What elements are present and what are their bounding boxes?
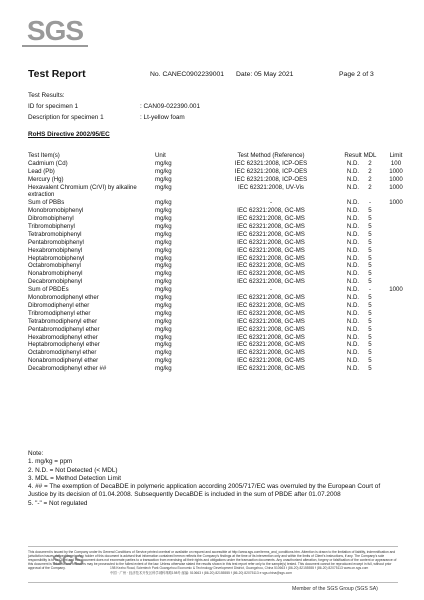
cell-mdl: 2 [368, 175, 372, 183]
cell-unit: mg/kg [155, 294, 172, 302]
column-header-result: Result [344, 152, 362, 159]
cell-unit: mg/kg [155, 238, 172, 246]
cell-test-item: Octabromobiphenyl [28, 262, 81, 270]
cell-unit: mg/kg [155, 167, 172, 175]
cell-result: N.D. [346, 183, 360, 191]
cell-unit: mg/kg [155, 357, 172, 365]
cell-mdl: 5 [368, 207, 372, 215]
cell-result: N.D. [346, 167, 360, 175]
cell-test-item: Pentabromodiphenyl ether [28, 325, 100, 333]
cell-method: - [269, 286, 273, 294]
cell-result: N.D. [346, 317, 360, 325]
cell-mdl: 5 [368, 262, 372, 270]
cell-test-item: Sum of PBBs [28, 199, 65, 207]
cell-result: N.D. [346, 357, 360, 365]
cell-test-item: Decabromodiphenyl ether ## [28, 365, 107, 373]
cell-method: IEC 62321:2008, GC-MS [237, 317, 305, 325]
specimen-id-label: ID for specimen 1 [28, 103, 79, 110]
cell-unit: mg/kg [155, 207, 172, 215]
cell-mdl: 5 [368, 238, 372, 246]
cell-unit: mg/kg [155, 341, 172, 349]
sgs-logo [22, 10, 88, 54]
cell-test-item: Tribromobiphenyl [28, 223, 75, 231]
table-row [28, 349, 398, 357]
cell-method: IEC 62321:2008, GC-MS [237, 365, 305, 373]
cell-unit: mg/kg [155, 317, 172, 325]
column-header-mdl: MDL [363, 152, 377, 159]
cell-unit: mg/kg [155, 333, 172, 341]
cell-method: IEC 62321:2008, GC-MS [237, 254, 305, 262]
cell-result: N.D. [346, 325, 360, 333]
cell-method: IEC 62321:2008, ICP-OES [234, 159, 308, 167]
table-row [28, 183, 403, 200]
report-title: Test Report [28, 68, 86, 80]
column-header-method: Test Method (Reference) [237, 152, 305, 159]
cell-unit: mg/kg [155, 270, 172, 278]
cell-unit: mg/kg [155, 175, 172, 183]
notes-heading: Note: [28, 450, 44, 457]
cell-unit: mg/kg [155, 246, 172, 254]
cell-unit: mg/kg [155, 325, 172, 333]
cell-mdl: 5 [368, 278, 372, 286]
cell-result: N.D. [346, 341, 360, 349]
cell-mdl: 5 [368, 301, 372, 309]
cell-unit: mg/kg [155, 183, 172, 191]
table-row [28, 326, 398, 334]
cell-result: N.D. [346, 207, 360, 215]
cell-test-item: Tribromodiphenyl ether [28, 309, 91, 317]
report-date: Date: 05 May 2021 [236, 71, 294, 78]
table-row [28, 341, 398, 349]
table-row [28, 286, 403, 294]
note-item: 4. ## = The exemption of DecaBDE in polymeric application according 2005/717/EC was overruled by the European Court of Justice by its decision of 01.04.2008. Subsequently DecaBDE is included in the sum of PBDE after 01.07.2008 [28, 483, 381, 499]
table-row [28, 262, 398, 270]
cell-test-item: Monobromobiphenyl [28, 207, 84, 215]
cell-result: N.D. [346, 333, 360, 341]
cell-method: IEC 62321:2008, GC-MS [237, 349, 305, 357]
table-row [28, 357, 398, 365]
cell-test-item: Mercury (Hg) [28, 175, 64, 183]
cell-test-item: Octabromodiphenyl ether [28, 349, 97, 357]
column-header-unit: Unit [155, 152, 166, 159]
table-row [28, 247, 398, 255]
cell-result: N.D. [346, 159, 360, 167]
notes-section [28, 450, 400, 508]
cell-mdl: 5 [368, 317, 372, 325]
cell-method: IEC 62321:2008, GC-MS [237, 325, 305, 333]
specimen-description-label: Description for specimen 1 [28, 114, 104, 121]
cell-mdl: 5 [368, 357, 372, 365]
cell-test-item: Tetrabromobiphenyl [28, 230, 82, 238]
cell-test-item: Dibromodiphenyl ether [28, 301, 90, 309]
cell-test-item: Dibromobiphenyl [28, 215, 74, 223]
cell-unit: mg/kg [155, 254, 172, 262]
test-results-heading: Test Results: [28, 92, 65, 99]
report-number: No. CANEC0902239001 [150, 71, 225, 78]
cell-result: N.D. [346, 215, 360, 223]
cell-test-item: Cadmium (Cd) [28, 159, 68, 167]
cell-method: IEC 62321:2008, GC-MS [237, 270, 305, 278]
cell-unit: mg/kg [155, 349, 172, 357]
cell-test-item: Heptabromobiphenyl [28, 254, 85, 262]
cell-result: N.D. [346, 349, 360, 357]
cell-mdl: 2 [368, 159, 372, 167]
table-body [28, 159, 403, 373]
column-header-limit: Limit [389, 152, 403, 159]
cell-result: N.D. [346, 301, 360, 309]
cell-method: IEC 62321:2008, GC-MS [237, 262, 305, 270]
note-item: 2. N.D. = Not Detected (< MDL) [28, 466, 118, 474]
cell-result: N.D. [346, 286, 360, 294]
member-of-sgs-group: Member of the SGS Group (SGS SA) [292, 586, 378, 592]
cell-limit: 1000 [389, 199, 403, 207]
cell-mdl: 2 [368, 167, 372, 175]
cell-test-item: Monobromodiphenyl ether [28, 294, 99, 302]
cell-unit: mg/kg [155, 301, 172, 309]
cell-result: N.D. [346, 238, 360, 246]
cell-limit: 1000 [389, 286, 403, 294]
cell-method: IEC 62321:2008, UV-Vis [238, 183, 304, 191]
cell-test-item: Hexavalent Chromium (CrVI) by alkaline extraction [28, 183, 137, 199]
table-row [28, 207, 398, 215]
cell-method: IEC 62321:2008, ICP-OES [234, 167, 308, 175]
cell-mdl: 5 [368, 223, 372, 231]
table-row [28, 318, 398, 326]
footer-address-chinese: 中国 · 广州 · 经济技术开发区科学城科珠路198号 邮编: 510663 t (86-20) 82155555 f (86-20) 82075113 e sgs.china@sgs.com [110, 570, 292, 575]
table-row [28, 215, 398, 223]
cell-mdl: - [368, 286, 372, 294]
table-row [28, 255, 398, 263]
cell-limit: 100 [390, 159, 402, 167]
cell-unit: mg/kg [155, 215, 172, 223]
cell-mdl: 5 [368, 333, 372, 341]
cell-result: N.D. [346, 230, 360, 238]
table-row [28, 231, 398, 239]
cell-test-item: Pentabromobiphenyl [28, 238, 84, 246]
table-row [28, 334, 398, 342]
cell-result: N.D. [346, 246, 360, 254]
table-row [28, 239, 398, 247]
footer-address [110, 566, 400, 575]
cell-result: N.D. [346, 262, 360, 270]
table-row [28, 270, 398, 278]
cell-method: IEC 62321:2008, GC-MS [237, 223, 305, 231]
cell-result: N.D. [346, 365, 360, 373]
rohs-directive-heading: RoHS Directive 2002/95/EC [28, 131, 110, 138]
cell-mdl: 5 [368, 365, 372, 373]
cell-limit: 1000 [389, 175, 403, 183]
cell-result: N.D. [346, 175, 360, 183]
cell-test-item: Hexabromobiphenyl [28, 246, 83, 254]
cell-method: IEC 62321:2008, GC-MS [237, 230, 305, 238]
cell-test-item: Lead (Pb) [28, 167, 55, 175]
cell-test-item: Heptabromodiphenyl ether [28, 341, 100, 349]
cell-result: N.D. [346, 309, 360, 317]
cell-limit: 1000 [389, 167, 403, 175]
cell-method: IEC 62321:2008, GC-MS [237, 341, 305, 349]
cell-result: N.D. [346, 199, 360, 207]
cell-method: IEC 62321:2008, GC-MS [237, 215, 305, 223]
table-row [28, 302, 398, 310]
table-row [28, 175, 403, 184]
cell-mdl: - [368, 199, 372, 207]
results-table [28, 152, 403, 373]
cell-mdl: 5 [368, 246, 372, 254]
cell-result: N.D. [346, 278, 360, 286]
column-header-item: Test Item(s) [28, 152, 60, 159]
cell-unit: mg/kg [155, 262, 172, 270]
cell-test-item: Nonabromobiphenyl [28, 270, 83, 278]
cell-method: IEC 62321:2008, GC-MS [237, 357, 305, 365]
cell-mdl: 5 [368, 309, 372, 317]
cell-result: N.D. [346, 294, 360, 302]
cell-method: IEC 62321:2008, GC-MS [237, 333, 305, 341]
table-row [28, 167, 403, 176]
note-item: 5. "-" = Not regulated [28, 499, 88, 507]
table-row [28, 199, 403, 207]
cell-mdl: 5 [368, 349, 372, 357]
cell-unit: mg/kg [155, 286, 172, 294]
table-row [28, 365, 398, 373]
note-item: 3. MDL = Method Detection Limit [28, 474, 122, 482]
cell-test-item: Sum of PBDEs [28, 286, 69, 294]
table-row [28, 223, 398, 231]
cell-method: IEC 62321:2008, GC-MS [237, 309, 305, 317]
cell-test-item: Hexabromodiphenyl ether [28, 333, 98, 341]
table-header-row [28, 152, 403, 160]
table-row [28, 278, 398, 286]
svg-text:SGS: SGS [52, 552, 84, 569]
footer-divider-bottom [28, 582, 398, 583]
cell-mdl: 2 [368, 183, 372, 191]
cell-method: IEC 62321:2008, GC-MS [237, 301, 305, 309]
cell-unit: mg/kg [155, 278, 172, 286]
cell-mdl: 5 [368, 254, 372, 262]
cell-test-item: Decabromobiphenyl [28, 278, 83, 286]
cell-unit: mg/kg [155, 223, 172, 231]
cell-mdl: 5 [368, 230, 372, 238]
cell-result: N.D. [346, 254, 360, 262]
cell-mdl: 5 [368, 294, 372, 302]
cell-method: IEC 62321:2008, ICP-OES [234, 175, 308, 183]
page-indicator: Page 2 of 3 [339, 71, 374, 78]
cell-limit: 1000 [389, 183, 403, 191]
cell-unit: mg/kg [155, 199, 172, 207]
specimen-description-value: : Lt-yellow foam [140, 114, 185, 121]
table-row [28, 294, 398, 302]
footer-address-english: 198 Kezhu Road, Scientech Park Guangzhou Economic & Technology Development District, Guangzhou, China 510663 t (86-20) 82155555 f (86-20) 82075113 www.cn.sgs.com [110, 566, 369, 570]
footer-legal-text: This document is issued by the Company under its General Conditions of Service printed overleaf or available on request and accessible at http://www.sgs.com/terms_and_conditions.htm. Attention is drawn to the limitation of liability, indemnification and jurisdiction issues defined therein. Any holder of this document is advised that information contained hereon reflects the Company's findings at the time of its intervention only and within the limits of Client's instructions, if any. The Company's sole responsibility is to its Client and this document does not exonerate parties to a transaction from exercising all their rights and obligations under the transaction documents. Any unauthorized alteration, forgery or falsification of the content or appearance of this document is unlawful and offenders may be prosecuted to the fullest extent of the law. Unless otherwise stated the results shown in this test report refer only to the sample(s) tested. This document cannot be reproduced except in full, without prior approval of the Company. [28, 550, 397, 571]
note-item: 1. mg/kg = ppm [28, 458, 73, 466]
cell-test-item: Tetrabromodiphenyl ether [28, 317, 98, 325]
cell-result: N.D. [346, 223, 360, 231]
cell-mdl: 5 [368, 341, 372, 349]
cell-unit: mg/kg [155, 159, 172, 167]
cell-result: N.D. [346, 270, 360, 278]
footer-divider [28, 546, 398, 547]
cell-unit: mg/kg [155, 309, 172, 317]
specimen-id-value: : CAN09-022390.001 [140, 103, 201, 110]
cell-mdl: 5 [368, 325, 372, 333]
table-row [28, 159, 402, 168]
cell-mdl: 5 [368, 215, 372, 223]
cell-method: IEC 62321:2008, GC-MS [237, 294, 305, 302]
sgs-stamp-logo [38, 548, 98, 572]
cell-mdl: 5 [368, 270, 372, 278]
cell-method: IEC 62321:2008, GC-MS [237, 278, 305, 286]
cell-unit: mg/kg [155, 230, 172, 238]
cell-unit: mg/kg [155, 365, 172, 373]
cell-method: IEC 62321:2008, GC-MS [237, 238, 305, 246]
cell-method: - [269, 199, 273, 207]
svg-text:SGS: SGS [26, 15, 84, 46]
table-row [28, 310, 398, 318]
cell-method: IEC 62321:2008, GC-MS [237, 246, 305, 254]
cell-test-item: Nonabromodiphenyl ether [28, 357, 99, 365]
cell-method: IEC 62321:2008, GC-MS [237, 207, 305, 215]
